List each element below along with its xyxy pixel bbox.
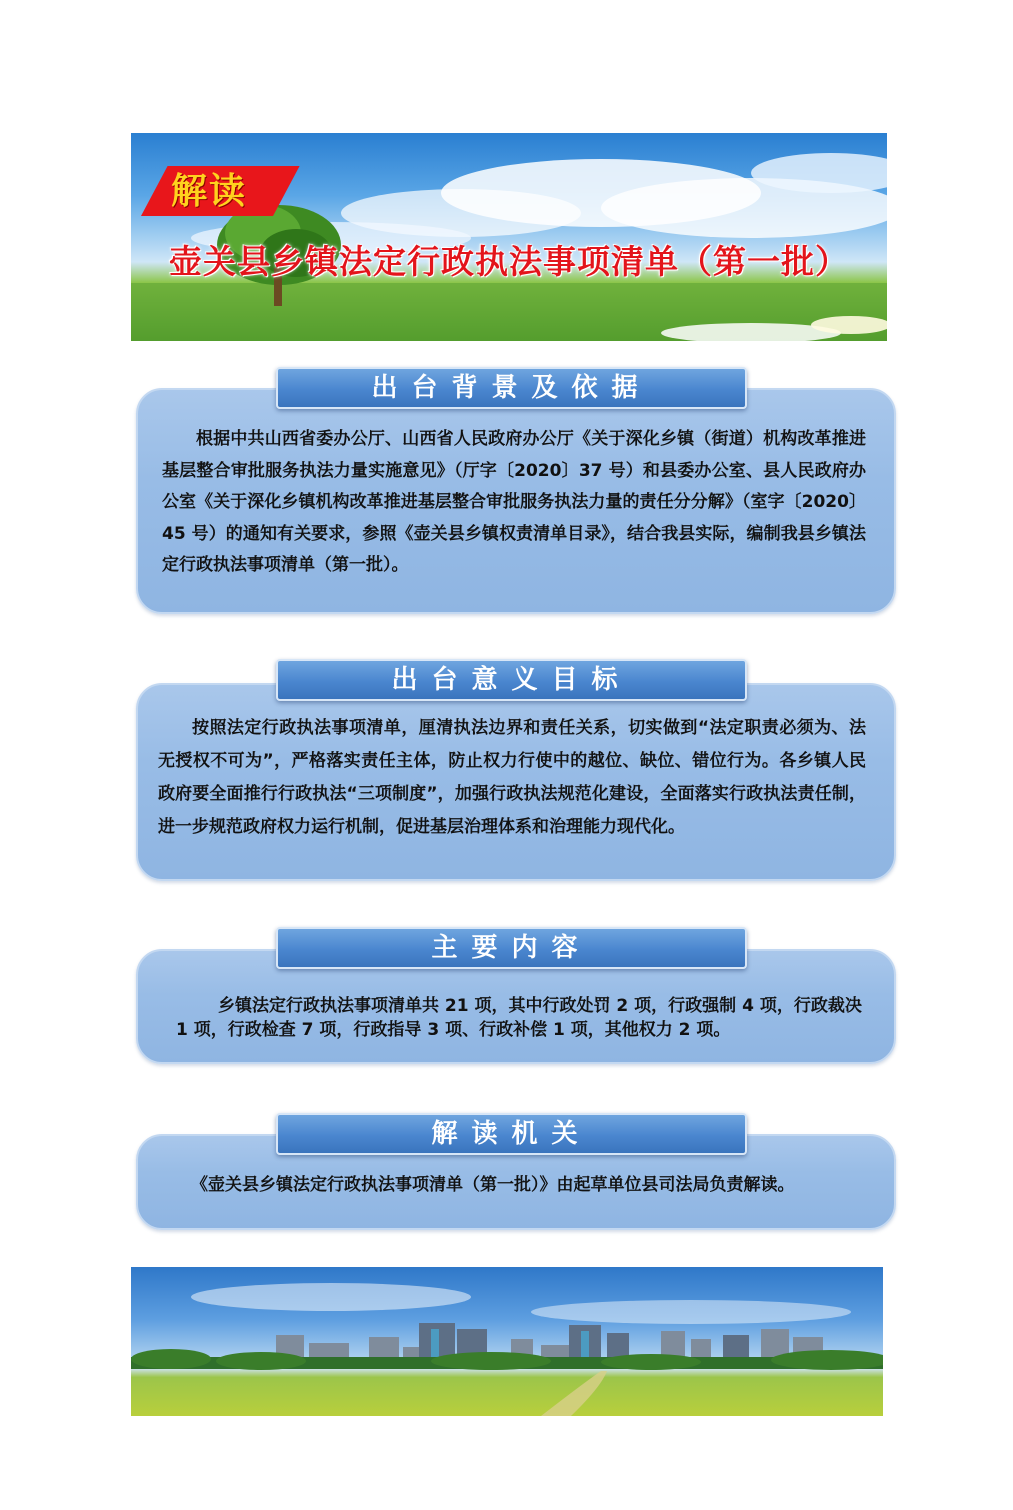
- page-title: 壶关县乡镇法定行政执法事项清单（第一批）: [169, 242, 849, 281]
- section-heading-significance: 出台意义目标: [276, 659, 747, 701]
- section-significance-text: 按照法定行政执法事项清单，厘清执法边界和责任关系，切实做到“法定职责必须为、法无授权不可为”，严格落实责任主体，防止权力行使中的越位、缺位、错位行为。各乡镇人民政府要全面推行行政执法“三项制度”，加强行政执法规范化建设，全面落实行政执法责任制，进一步规范政府权力运行机制，促进基层治理体系和治理能力现代化。: [158, 718, 866, 837]
- section-background-text: 根据中共山西省委办公厅、山西省人民政府办公厅《关于深化乡镇（街道）机构改革推进基层整合审批服务执法力量实施意见》（厅字〔2020〕37 号）和县委办公室、县人民政府办公室《关于深化乡镇机构改革推进基层整合审批服务执法力量的责任分分解》（室字〔2020〕45 号）的通知有关要求，参照《壶关县乡镇权责清单目录》，结合我县实际，编制我县乡镇法定行政执法事项清单（第一批）。: [162, 429, 866, 576]
- section-heading-content: 主要内容: [276, 927, 747, 969]
- section-heading-background: 出台背景及依据: [276, 367, 747, 409]
- header-banner: [131, 133, 887, 341]
- city-skyline-image: [131, 1267, 883, 1416]
- skyline-drawing: [131, 1267, 883, 1416]
- section-authority-text: 《壶关县乡镇法定行政执法事项清单（第一批）》由起草单位县司法局负责解读。: [191, 1175, 795, 1195]
- section-content-text: 乡镇法定行政执法事项清单共 21 项，其中行政处罚 2 项，行政强制 4 项，行政裁决 1 项，行政检查 7 项，行政指导 3 项、行政补偿 1 项，其他权力 2 项。: [176, 996, 862, 1040]
- tag-label: 解读: [171, 170, 248, 212]
- section-heading-authority: 解读机关: [276, 1113, 747, 1155]
